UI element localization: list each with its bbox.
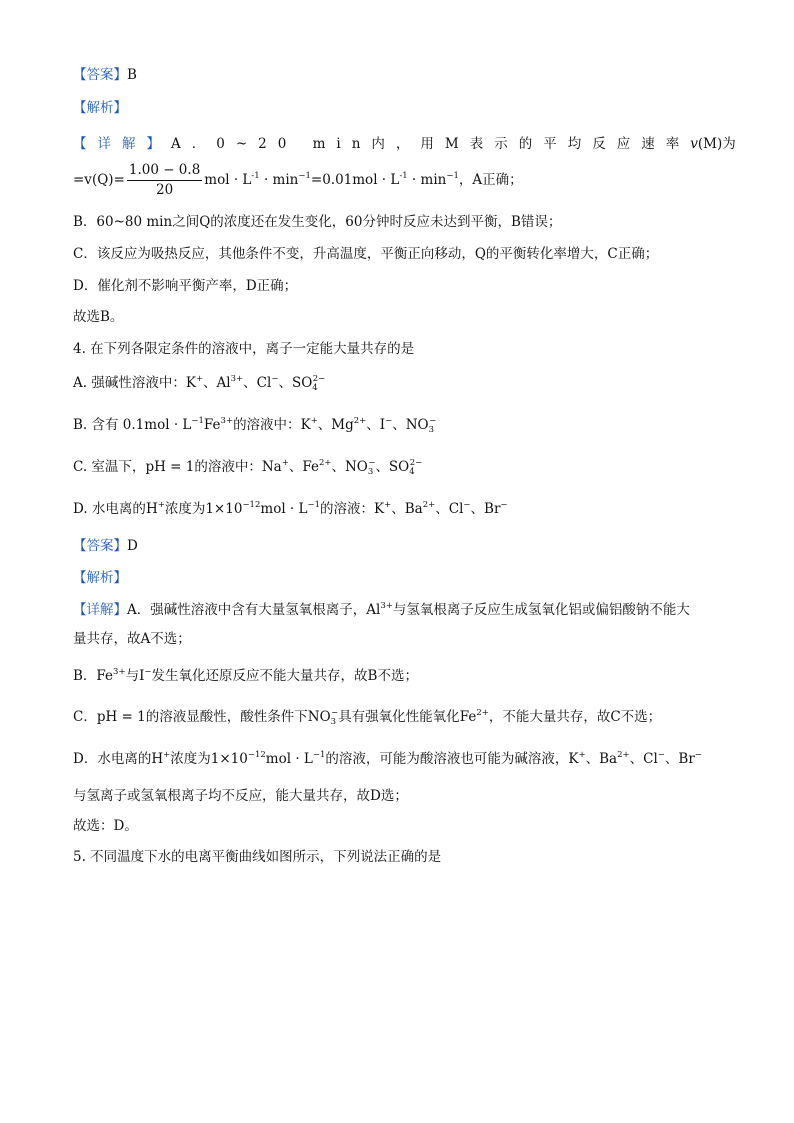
- q4-exp-c: C．pH = 1的溶液显酸性，酸性条件下$NO_3^-$具有强氧化性能氧化$Fe^{2+}$，不能大量共存，故C不选；: [73, 708, 662, 727]
- q4-exp-d-line2: 与氢离子或氢氧根离子均不反应，能大量共存，故D选；: [73, 788, 408, 804]
- fraction: $\frac{1.00 - 0.8}{20}$: [128, 162, 201, 198]
- q4-conclusion: 故选：D。: [73, 818, 138, 834]
- detail-tag: 【详解】: [73, 136, 171, 152]
- q3-detail-a-line2: =v(Q)= $\frac{1.00 - 0.8}{20}$ mol · $L^{-1} \cdot \min^{-1}=0.01mol \cdot L^{-1} \cdot \min^{-1}$，A正确；: [73, 162, 523, 198]
- q3-answer-line: [73, 66, 137, 84]
- answer-value: D: [127, 538, 138, 554]
- q4-stem: 4. 在下列各限定条件的溶液中，离子一定能大量共存的是: [73, 341, 415, 357]
- q4-exp-d-line1: D．水电离的H+浓度为$1\times 10^{-12}mol \cdot L^{-1}$的溶液，可能为酸溶液也可能为碱溶液，K+、$Ba^{2+}$、Cl−、Br−: [73, 750, 702, 767]
- q4-analysis-tag: 【解析】: [73, 570, 127, 586]
- q4-option-b: B. 含有 $0.1mol \cdot L^{-1}Fe^{3+}$的溶液中：K+、$Mg^{2+}$、I−、$NO_3^-$: [73, 416, 437, 435]
- answer-tag: 【答案】: [73, 67, 127, 83]
- q4-option-c: C. 室温下，pH = 1的溶液中：Na+、$Fe^{2+}$、$NO_3^-$、$SO_4^{2-}$: [73, 458, 423, 477]
- q4-option-a: A. 强碱性溶液中：K+、$Al^{3+}$、Cl−、$SO_4^{2-}$: [73, 374, 326, 393]
- q4-answer-line: 【答案】D: [73, 538, 138, 554]
- q4-option-d: D. 水电离的H+浓度为$1\times 10^{-12}mol \cdot L^{-1}$的溶液：K+、$Ba^{2+}$、Cl−、Br−: [73, 500, 508, 517]
- q4-exp-a-line1: 【详解】A．强碱性溶液中含有大量氢氧根离子，$Al^{3+}$与氢氧根离子反应生成氢氧化铝或偏铝酸钠不能大: [73, 601, 690, 618]
- q4-exp-a-line2: 量共存，故A不选；: [73, 631, 191, 647]
- q3-conclusion: 故选B。: [73, 309, 124, 325]
- q3-detail-a-line1: 【详解】A．0~20 min内，用M表示的平均反应速率v(M)为: [73, 136, 736, 152]
- q3-detail-d: D．催化剂不影响平衡产率，D正确；: [73, 278, 298, 294]
- q3-analysis-tag: 【解析】: [73, 100, 127, 116]
- q3-detail-c: C．该反应为吸热反应，其他条件不变，升高温度，平衡正向移动，Q的平衡转化率增大，C正确；: [73, 246, 659, 262]
- answer-value: B: [127, 67, 137, 83]
- q4-exp-b: B．$Fe^{3+}$与I−发生氧化还原反应不能大量共存，故B不选；: [73, 667, 418, 684]
- q5-stem: 5. 不同温度下水的电离平衡曲线如图所示，下列说法正确的是: [73, 849, 442, 865]
- q3-detail-b: B．60~80 min之间Q的浓度还在发生变化，60分钟时反应未达到平衡，B错误；: [73, 214, 562, 230]
